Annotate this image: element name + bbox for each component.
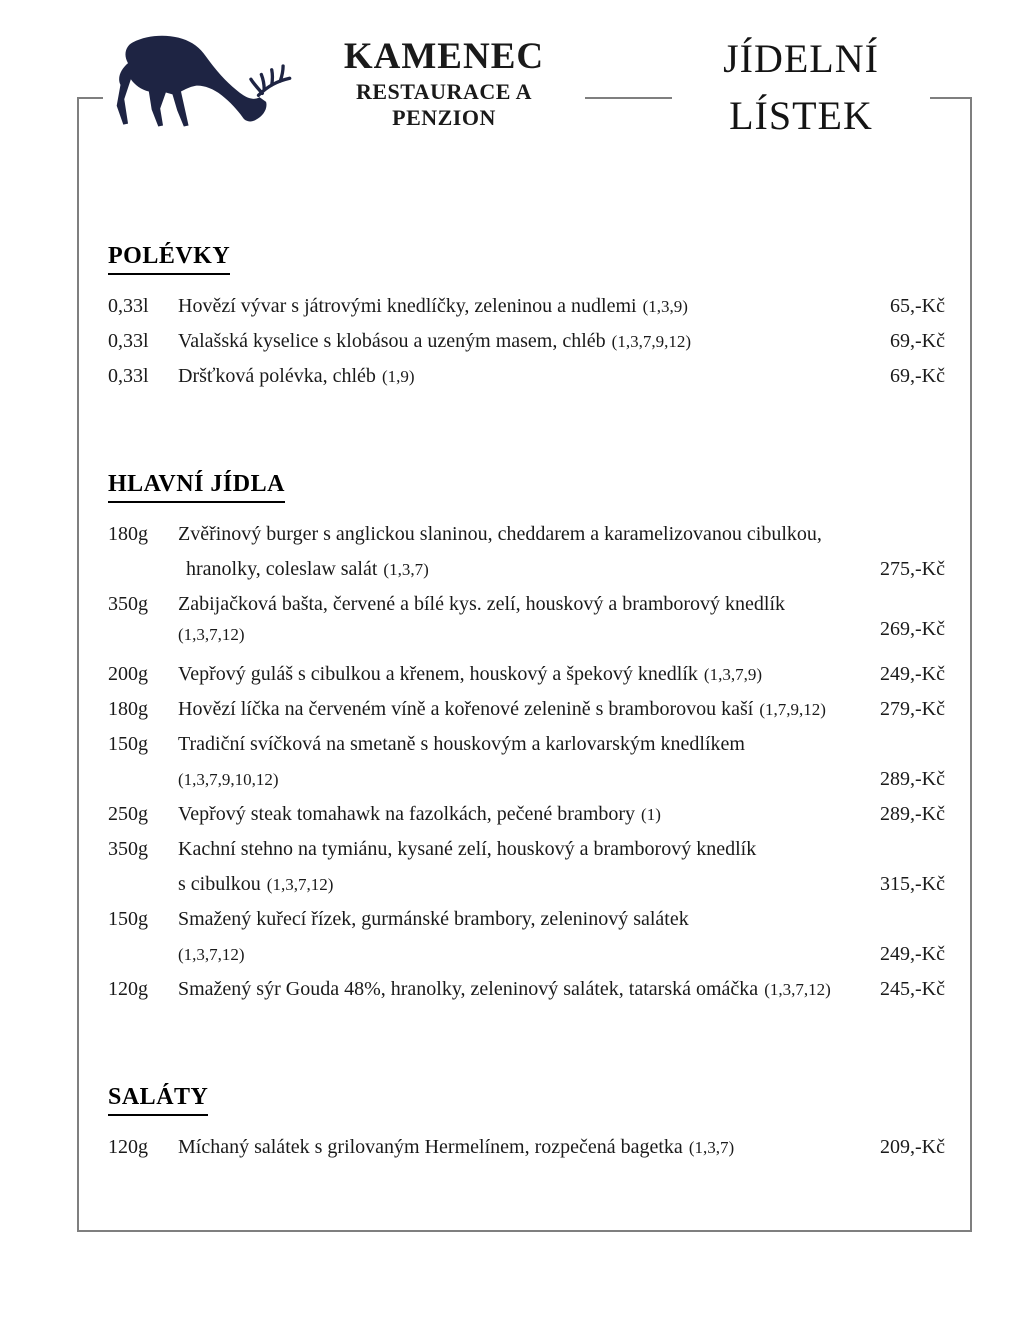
- item-line: [178, 587, 868, 622]
- item-line: [178, 1130, 868, 1165]
- item-quantity: 0,33l: [108, 365, 149, 387]
- allergen-codes: (1,9): [381, 367, 415, 386]
- item-quantity: 0,33l: [108, 330, 149, 352]
- dish-name: Vepřový guláš s cibulkou a křenem, houskový a špekový knedlík: [178, 663, 698, 685]
- item-line: [178, 289, 878, 324]
- menu-title: [672, 26, 930, 148]
- dish-name: Hovězí líčka na červeném víně a kořenové zelenině s bramborovou kaší: [178, 698, 754, 720]
- item-line: [178, 657, 868, 692]
- menu-item: [108, 797, 945, 832]
- allergen-codes: (1,3,9): [642, 297, 688, 316]
- item-line: [178, 359, 878, 394]
- allergen-codes: (1,3,7,12): [178, 625, 245, 644]
- dish-name: Zvěřinový burger s anglickou slaninou, cheddarem a karamelizovanou cibulkou,: [178, 523, 822, 545]
- allergen-codes: (1,3,7): [383, 560, 429, 579]
- allergen-codes: (1,3,7,9,10,12): [178, 770, 279, 789]
- item-price: 279,-Kč: [880, 698, 945, 720]
- dish-name: Míchaný salátek s grilovaným Hermelínem, rozpečená bagetka: [178, 1136, 683, 1158]
- menu-item: [108, 692, 945, 727]
- item-price: 249,-Kč: [880, 943, 945, 965]
- item-quantity: 0,33l: [108, 295, 149, 317]
- restaurant-name: KAMENEC: [343, 35, 545, 77]
- menu-section: [108, 1081, 945, 1165]
- item-price: 289,-Kč: [880, 768, 945, 790]
- item-quantity: 150g: [108, 733, 148, 755]
- item-quantity: 180g: [108, 523, 148, 545]
- item-description: [178, 832, 868, 902]
- dish-name: Dršťková polévka, chléb: [178, 365, 376, 387]
- dish-name: Smažený sýr Gouda 48%, hranolky, zeleninový salátek, tatarská omáčka: [178, 978, 759, 1000]
- item-price: 209,-Kč: [880, 1136, 945, 1158]
- restaurant-subtitle: RESTAURACE A PENZION: [355, 78, 533, 130]
- item-line: [178, 867, 868, 902]
- menu-item: [108, 359, 945, 394]
- logo-text: [303, 36, 585, 131]
- dish-name: Hovězí vývar s játrovými knedlíčky, zeleninou a nudlemi: [178, 295, 637, 317]
- item-line: [178, 972, 868, 1007]
- section-items: [108, 1130, 945, 1165]
- item-quantity: 350g: [108, 838, 148, 860]
- menu-item: [108, 324, 945, 359]
- item-line: [178, 762, 868, 797]
- item-quantity: 120g: [108, 978, 148, 1000]
- dish-name: Valašská kyselice s klobásou a uzeným masem, chléb: [178, 330, 606, 352]
- allergen-codes: (1,3,7): [688, 1138, 735, 1157]
- item-line: [178, 937, 868, 972]
- menu-item: [108, 972, 945, 1007]
- item-price: 269,-Kč: [880, 618, 945, 640]
- allergen-codes: (1): [641, 805, 661, 824]
- restaurant-logo: [103, 24, 585, 142]
- item-description: [178, 1130, 868, 1165]
- item-line: [178, 517, 868, 552]
- item-quantity: 150g: [108, 908, 148, 930]
- item-description: [178, 972, 868, 1007]
- menu-section: [108, 240, 945, 394]
- item-line: [178, 797, 868, 832]
- allergen-codes: (1,3,7,12): [764, 980, 831, 999]
- item-price: 65,-Kč: [890, 295, 945, 317]
- item-price: 69,-Kč: [890, 365, 945, 387]
- item-description: [178, 289, 878, 324]
- item-description: [178, 902, 868, 972]
- menu-item: [108, 727, 945, 797]
- section-items: [108, 517, 945, 1007]
- section-title: POLÉVKY: [108, 240, 230, 275]
- item-line: [178, 902, 868, 937]
- dish-name: hranolky, coleslaw salát: [186, 558, 378, 580]
- menu-item: [108, 587, 945, 647]
- item-description: [178, 324, 878, 359]
- menu-item: [108, 902, 945, 972]
- allergen-codes: (1,3,7,12): [266, 875, 334, 894]
- dish-name: Zabijačková bašta, červené a bílé kys. zelí, houskový a bramborový knedlík: [178, 593, 786, 615]
- section-title: SALÁTY: [108, 1081, 208, 1116]
- item-description: [178, 359, 878, 394]
- menu-item: [108, 657, 945, 692]
- menu-item: [108, 832, 945, 902]
- item-description: [178, 517, 868, 587]
- menu-item: [108, 289, 945, 324]
- item-line: [178, 552, 868, 587]
- menu-title-line2: LÍSTEK: [729, 93, 873, 138]
- item-price: 289,-Kč: [880, 803, 945, 825]
- item-line: [178, 622, 868, 647]
- item-price: 275,-Kč: [880, 558, 945, 580]
- allergen-codes: (1,3,7,9): [703, 665, 762, 684]
- dish-name: Vepřový steak tomahawk na fazolkách, pečené brambory: [178, 803, 636, 825]
- dish-name: s cibulkou: [178, 873, 261, 895]
- menu-item: [108, 1130, 945, 1165]
- menu-item: [108, 517, 945, 587]
- item-description: [178, 657, 868, 692]
- item-description: [178, 587, 868, 647]
- item-quantity: 120g: [108, 1136, 148, 1158]
- allergen-codes: (1,3,7,9,12): [611, 332, 691, 351]
- dish-name: Smažený kuřecí řízek, gurmánské brambory, zeleninový salátek: [178, 908, 689, 930]
- menu-title-line1: JÍDELNÍ: [723, 36, 879, 81]
- section-items: [108, 289, 945, 394]
- item-line: [178, 324, 878, 359]
- item-line: [178, 692, 868, 727]
- allergen-codes: (1,7,9,12): [759, 700, 826, 719]
- allergen-codes: (1,3,7,12): [178, 945, 245, 964]
- item-quantity: 250g: [108, 803, 148, 825]
- dish-name: Tradiční svíčková na smetaně s houskovým a karlovarským knedlíkem: [178, 733, 745, 755]
- item-description: [178, 692, 868, 727]
- item-quantity: 180g: [108, 698, 148, 720]
- item-description: [178, 797, 868, 832]
- dish-name: Kachní stehno na tymiánu, kysané zelí, houskový a bramborový knedlík: [178, 838, 757, 860]
- item-line: [178, 832, 868, 867]
- section-title: HLAVNÍ JÍDLA: [108, 468, 285, 503]
- item-price: 249,-Kč: [880, 663, 945, 685]
- item-quantity: 200g: [108, 663, 148, 685]
- menu-section: [108, 468, 945, 1007]
- menu-sections: [108, 240, 945, 1165]
- item-quantity: 350g: [108, 593, 148, 615]
- item-price: 245,-Kč: [880, 978, 945, 1000]
- item-description: [178, 727, 868, 797]
- item-line: [178, 727, 868, 762]
- deer-icon: [103, 31, 293, 135]
- item-price: 315,-Kč: [880, 873, 945, 895]
- item-price: 69,-Kč: [890, 330, 945, 352]
